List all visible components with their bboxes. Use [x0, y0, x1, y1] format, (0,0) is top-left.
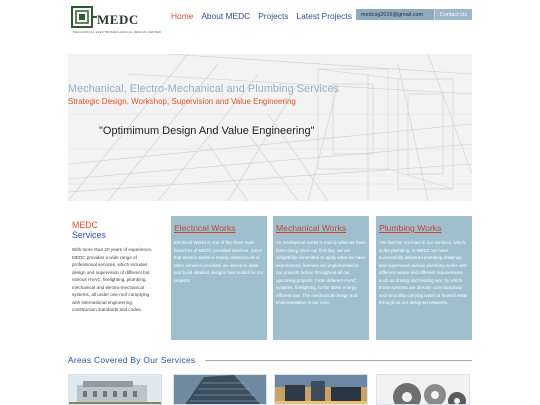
- logo-mark-icon: [71, 5, 97, 31]
- area-thumb-building-3[interactable]: [274, 374, 368, 405]
- nav-home[interactable]: Home: [171, 11, 194, 21]
- service-card-electrical: [171, 216, 267, 340]
- service-text-plumbing: The last but not least in our services, which is the plumbing. In MEDC we have successfully delivered plumbing drawings and supervised various plumbing works with different nature and different requirements such as driving and heating war, by which those systems are already commissioned and smoothly carrying water or heated water throughout our designed networks.: [379, 240, 468, 305]
- gears-photo-icon: [377, 375, 470, 405]
- intro-section: [72, 221, 158, 314]
- plant-photo-icon: [275, 375, 368, 405]
- areas-title: Areas Covered By Our Services: [68, 355, 196, 365]
- service-title-electrical[interactable]: Electrical Works: [174, 223, 236, 233]
- hero-banner: [68, 54, 472, 201]
- logo-text: MEDC: [97, 12, 139, 27]
- building-photo-icon: [69, 375, 162, 405]
- logo-tagline: MECHANICAL ELECTROMECHANICAL DESIGN CENTER: [73, 30, 162, 34]
- intro-subtitle: Services: [72, 230, 106, 240]
- main-nav: [171, 11, 360, 21]
- nav-projects[interactable]: Projects: [258, 11, 289, 21]
- intro-title: MEDC: [72, 220, 98, 230]
- areas-divider: [205, 360, 472, 361]
- tower-photo-icon: [174, 375, 267, 405]
- contact-email[interactable]: medcsg2016@gmail.com: [361, 11, 424, 18]
- service-card-plumbing: [376, 216, 472, 340]
- contact-us-button[interactable]: Contact Us: [434, 9, 472, 20]
- nav-latest-projects[interactable]: Latest Projects: [296, 11, 352, 21]
- area-thumb-building-1[interactable]: [68, 374, 162, 405]
- intro-text: With more than 20 years of experience, MEDC provides a wide range of professional services, which includes design and supervision of different but various HVAC, firefighting, plumbing, mechanical and electro-mechanical systems, all under one roof complying with international engineering, construction standards and codes.: [72, 247, 153, 312]
- logo[interactable]: [71, 5, 162, 35]
- area-thumb-building-2[interactable]: [173, 374, 267, 405]
- contact-bar: [356, 9, 472, 20]
- nav-about[interactable]: About MEDC: [201, 11, 251, 21]
- service-card-mechanical: [273, 216, 369, 340]
- area-thumb-gears[interactable]: [376, 374, 470, 405]
- service-text-mechanical: As mechanical works is mainly what we have been doing since our first day, we are delightfully committed to apply what we have experienced, learned and implemented in our projects before throughout all our upcoming projects. From different HVAC systems, firefighting, to the latest energy efficient use. The mechanical design and implementation is our core.: [276, 240, 366, 305]
- banner-title: Mechanical, Electro-Mechanical and Plumbing Services: [68, 83, 340, 95]
- header: [0, 0, 540, 40]
- service-title-mechanical[interactable]: Mechanical Works: [276, 223, 347, 233]
- service-title-plumbing[interactable]: Plumbing Works: [379, 223, 442, 233]
- banner-quote: "Optimimum Design And Value Engineering": [99, 125, 315, 137]
- service-text-electrical: Electrical Works is one of the three main branches of MEDC provided services. Since that electric works is mainly related to all of other services provided, we derive to draw and build detailed designs best suited for our projects.: [174, 240, 264, 283]
- banner-subtitle: Strategic Design, Workshop, Supervision and Value Engineering: [68, 97, 296, 106]
